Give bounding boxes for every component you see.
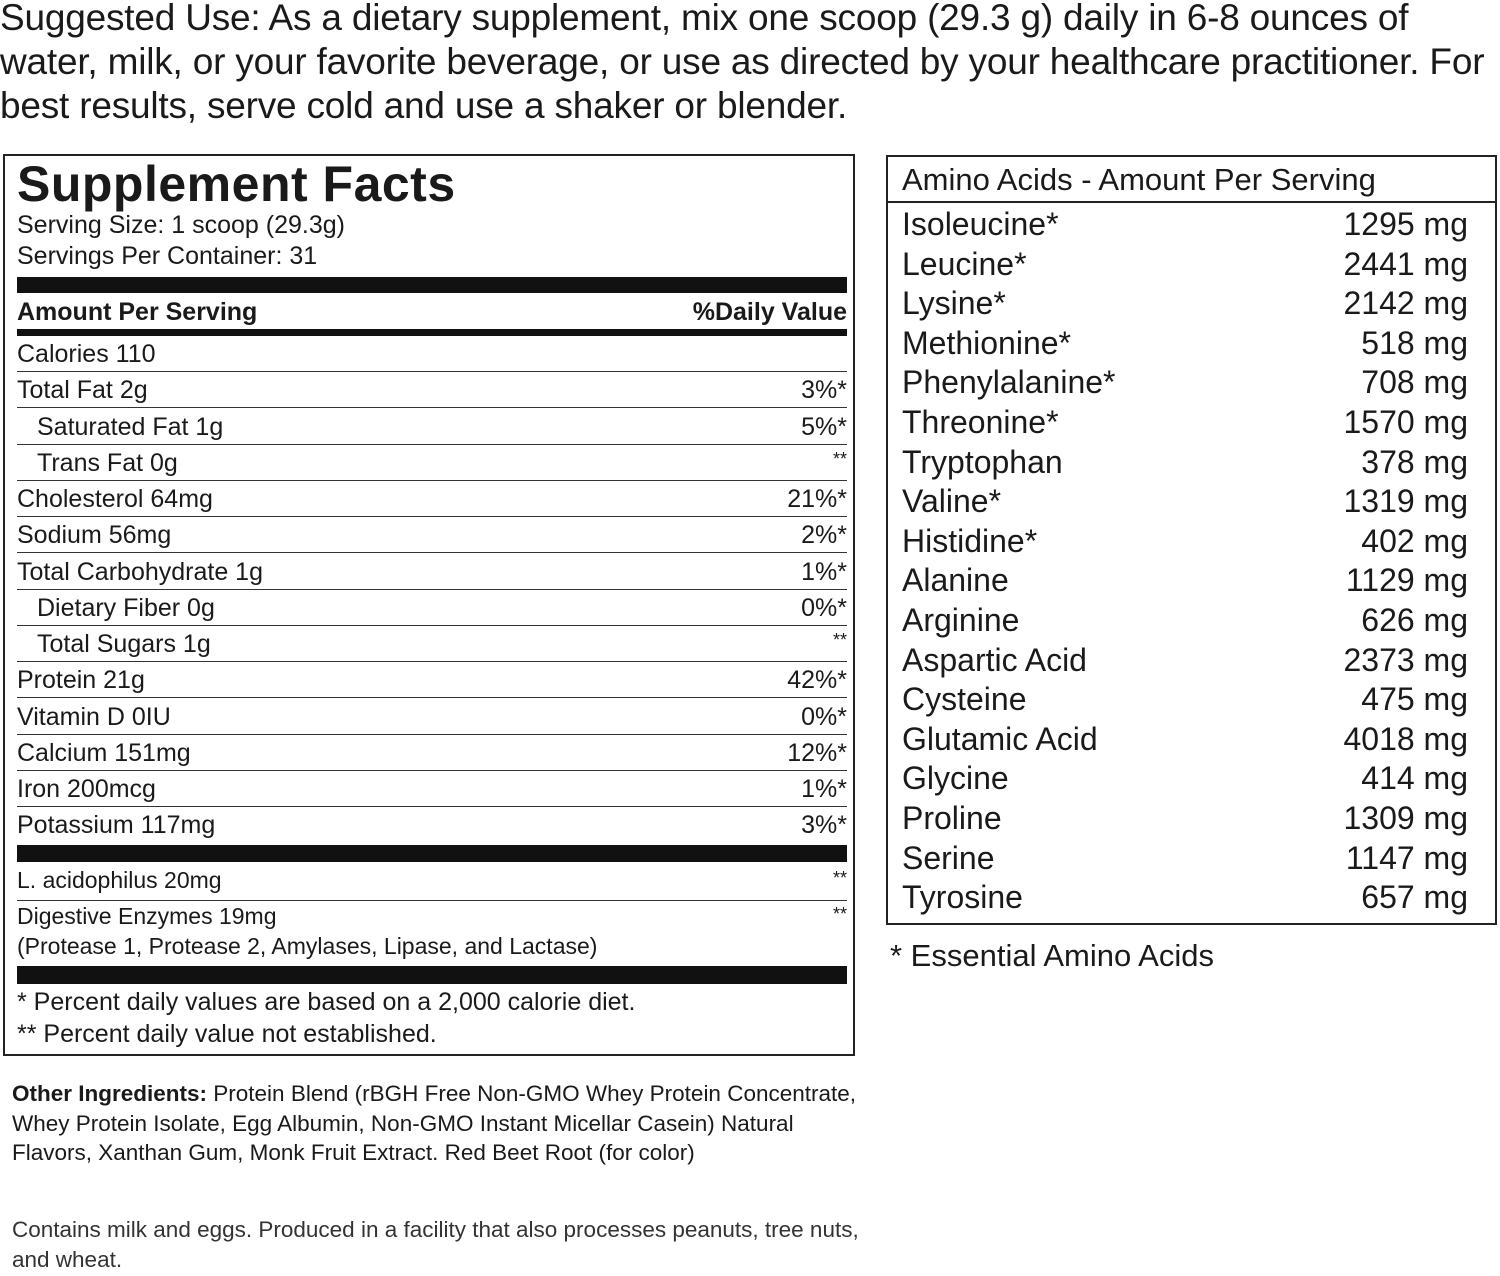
nutrient-label: Saturated Fat 1g (37, 412, 224, 441)
nutrient-row (17, 807, 847, 843)
amino-acid-row (902, 680, 1468, 720)
amino-acid-amount: 1129 mg (1345, 562, 1468, 599)
essential-amino-acids-note: * Essential Amino Acids (890, 938, 1214, 973)
amino-acid-row (902, 799, 1468, 839)
amino-acid-amount: 626 mg (1361, 601, 1468, 638)
nutrient-daily-value: 3%* (801, 811, 847, 840)
thick-divider (17, 277, 847, 293)
nutrient-label: Digestive Enzymes 19mg (17, 903, 277, 929)
nutrient-daily-value: ** (832, 868, 847, 888)
nutrient-daily-value: ** (832, 904, 847, 924)
nutrient-daily-value: 0%* (801, 593, 847, 622)
amino-acid-name: Glycine (902, 760, 1009, 797)
amino-acid-name: Valine* (902, 483, 1002, 520)
allergen-statement: Contains milk and eggs. Produced in a facility that also processes peanuts, tree nuts, and wheat. (12, 1217, 859, 1272)
daily-value-label: %Daily Value (692, 298, 847, 326)
supplement-facts-title: Supplement Facts (17, 156, 456, 212)
acidophilus-row (17, 865, 847, 901)
amino-acid-name: Serine (902, 839, 995, 876)
nutrient-label: Dietary Fiber 0g (37, 593, 215, 622)
nutrient-label: Total Sugars 1g (37, 630, 211, 658)
amino-acids-panel (886, 155, 1497, 925)
nutrient-label: Total Carbohydrate 1g (17, 557, 263, 586)
amino-acid-row (902, 878, 1468, 918)
enzymes-row (17, 901, 847, 961)
nutrient-label: Protein 21g (17, 666, 145, 695)
nutrient-row (17, 517, 847, 553)
amino-acid-name: Arginine (902, 601, 1020, 638)
nutrient-daily-value: 0%* (801, 702, 847, 731)
amino-acid-name: Isoleucine* (902, 206, 1059, 242)
amino-acid-amount: 1147 mg (1345, 839, 1468, 876)
amino-acid-row (902, 443, 1468, 483)
amino-acid-amount: 1295 mg (1343, 206, 1468, 242)
nutrient-label: Iron 200mcg (17, 775, 156, 803)
nutrient-row (17, 336, 847, 372)
nutrient-label: Trans Fat 0g (37, 448, 178, 477)
amino-acid-amount: 402 mg (1361, 522, 1468, 559)
nutrient-label: Sodium 56mg (17, 521, 172, 550)
nutrient-row (17, 590, 847, 626)
nutrient-daily-value: 3%* (801, 376, 847, 405)
amino-acid-amount: 4018 mg (1343, 720, 1468, 757)
amino-acid-name: Leucine* (902, 245, 1027, 282)
nutrient-row (17, 735, 847, 771)
nutrient-row (17, 554, 847, 590)
thick-divider (17, 845, 847, 862)
serving-size: Serving Size: 1 scoop (29.3g) (17, 211, 345, 239)
other-ingredients-text: Protein Blend (rBGH Free Non-GMO Whey Protein Concentrate, Whey Protein Isolate, Egg Albumin, Non-GMO Instant Micellar Casein) Natural Flavors, Xanthan Gum, Monk Fruit Extract. Red Beet Root (for color) (12, 1081, 857, 1165)
nutrient-daily-value: ** (832, 630, 847, 650)
nutrient-row (17, 699, 847, 735)
amino-acid-name: Proline (902, 799, 1002, 836)
amino-acid-row (902, 403, 1468, 443)
medium-divider (17, 329, 847, 336)
amino-acid-amount: 2142 mg (1343, 285, 1468, 322)
amino-acid-row (902, 482, 1468, 522)
amino-acid-row (902, 245, 1468, 285)
amino-acid-row (902, 641, 1468, 681)
nutrient-daily-value: 21%* (787, 485, 847, 513)
nutrient-daily-value: 1%* (801, 775, 847, 803)
amino-acid-name: Alanine (902, 562, 1009, 599)
other-ingredients (12, 1079, 862, 1168)
nutrient-label: Cholesterol 64mg (17, 485, 213, 513)
amino-acid-row (902, 363, 1468, 403)
amino-acid-row (902, 759, 1468, 799)
amino-acid-row (902, 601, 1468, 641)
amino-acid-name: Tyrosine (902, 879, 1023, 916)
amino-acid-amount: 1319 mg (1343, 483, 1468, 520)
nutrient-row (17, 481, 847, 517)
amino-acid-amount: 1309 mg (1343, 799, 1468, 836)
amino-acid-amount: 1570 mg (1343, 403, 1468, 440)
amino-acid-row (902, 522, 1468, 562)
nutrient-daily-value: 42%* (787, 666, 847, 695)
nutrient-daily-value: 5%* (801, 412, 847, 441)
amino-acid-name: Cysteine (902, 681, 1027, 718)
amino-acid-amount: 657 mg (1361, 879, 1468, 916)
nutrient-label: Total Fat 2g (17, 376, 148, 405)
amino-acid-row (902, 324, 1468, 364)
nutrient-row (17, 445, 847, 481)
nutrient-label: Calcium 151mg (17, 738, 191, 767)
amino-acid-amount: 708 mg (1361, 364, 1468, 401)
amino-acid-name: Aspartic Acid (902, 641, 1087, 678)
footnote-daily-values: * Percent daily values are based on a 2,000 calorie diet. (17, 988, 636, 1016)
amino-acid-name: Tryptophan (902, 443, 1063, 480)
servings-per-container: Servings Per Container: 31 (17, 242, 318, 270)
amount-per-serving-label: Amount Per Serving (17, 298, 258, 326)
thick-divider (17, 966, 847, 984)
amino-acid-name: Histidine* (902, 522, 1038, 559)
amino-acid-name: Glutamic Acid (902, 720, 1098, 757)
footnote-not-established: ** Percent daily value not established. (17, 1020, 437, 1048)
amino-acid-amount: 2373 mg (1343, 641, 1468, 678)
amino-acid-name: Phenylalanine* (902, 364, 1116, 401)
nutrient-daily-value: 1%* (801, 557, 847, 586)
amino-acid-name: Lysine* (902, 285, 1006, 322)
amino-acid-row (902, 561, 1468, 601)
amino-acid-row (902, 205, 1468, 245)
amino-acid-amount: 378 mg (1361, 443, 1468, 480)
amino-acid-amount: 518 mg (1361, 324, 1468, 361)
amino-acid-amount: 414 mg (1361, 760, 1468, 797)
amino-acid-row (902, 720, 1468, 760)
amino-acid-name: Threonine* (902, 403, 1059, 440)
nutrient-row (17, 662, 847, 698)
nutrient-label: Vitamin D 0IU (17, 702, 171, 731)
amino-acid-amount: 2441 mg (1343, 245, 1468, 282)
nutrient-row (17, 409, 847, 445)
nutrient-row (17, 372, 847, 408)
nutrient-label: Calories 110 (17, 340, 156, 368)
amino-acid-row (902, 284, 1468, 324)
amino-acids-header: Amino Acids - Amount Per Serving (888, 157, 1495, 203)
amino-acid-name: Methionine* (902, 324, 1071, 361)
nutrient-daily-value: 12%* (787, 738, 847, 767)
suggested-use: Suggested Use: As a dietary supplement, mix one scoop (29.3 g) daily in 6-8 ounces of water, milk, or your favorite beverage, or use as directed by your healthcare practitioner. For best results, serve cold and use a shaker or blender. (0, 0, 1485, 126)
supplement-facts-panel (3, 154, 855, 1056)
nutrient-row (17, 626, 847, 662)
amino-acids-list (902, 205, 1468, 918)
nutrient-daily-value: ** (832, 448, 847, 469)
other-ingredients-label: Other Ingredients: (12, 1081, 208, 1106)
amino-acid-amount: 475 mg (1361, 681, 1468, 718)
amino-acid-row (902, 839, 1468, 879)
enzymes-detail: (Protease 1, Protease 2, Amylases, Lipase, and Lactase) (17, 933, 598, 959)
amount-per-serving-header (17, 294, 847, 330)
nutrient-label: Potassium 117mg (17, 811, 216, 840)
nutrient-label: L. acidophilus 20mg (17, 867, 222, 893)
nutrient-daily-value: 2%* (801, 521, 847, 550)
nutrient-row (17, 771, 847, 807)
